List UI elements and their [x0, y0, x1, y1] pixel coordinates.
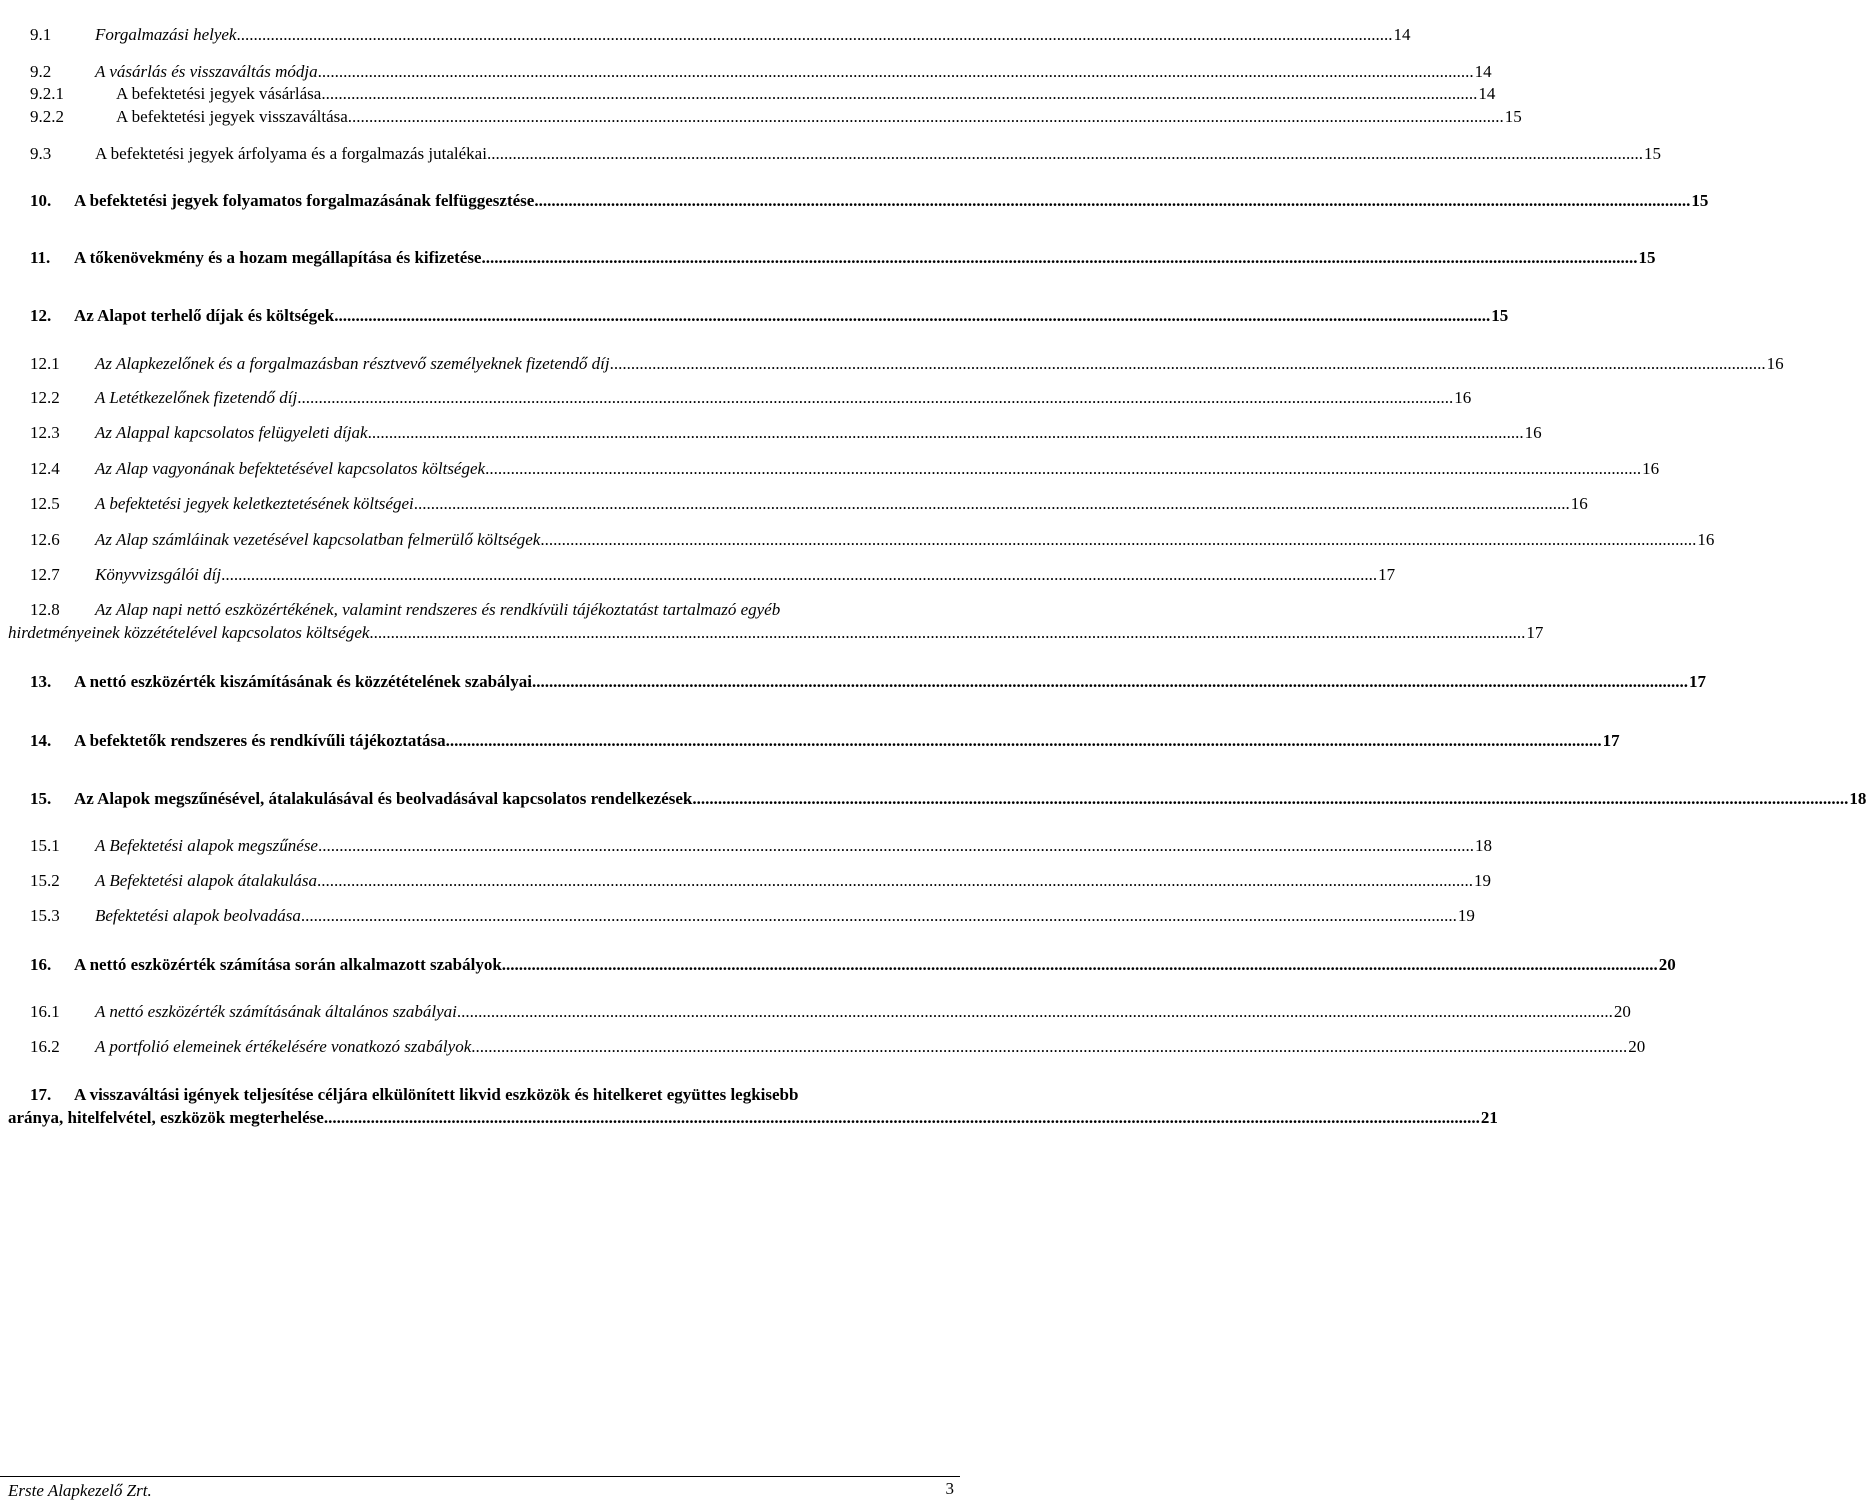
toc-title: A visszaváltási igények teljesítése céljára elkülönített likvid eszközök és hitelkeret együttes legkisebb [74, 1085, 799, 1104]
toc-title: A befektetési jegyek keletkeztetésének költségei [95, 494, 414, 513]
toc-number: 9.1 [30, 25, 52, 44]
toc-page: 17 [1688, 672, 1706, 691]
toc-leader [324, 1108, 1480, 1128]
toc-number: 12.1 [30, 354, 60, 373]
toc-leader [485, 459, 1641, 479]
toc-title: A vásárlás és visszaváltás módja [95, 62, 318, 81]
toc-leader [457, 1002, 1613, 1022]
toc-title: A befektetési jegyek árfolyama és a forgalmazás jutalékai [95, 144, 487, 163]
toc-page: 17 [1602, 731, 1620, 750]
toc-leader [534, 191, 1690, 211]
toc-number: 12.3 [30, 423, 60, 442]
toc-page: 14 [1478, 84, 1496, 103]
toc-page: 15 [1691, 191, 1709, 210]
toc-entry[interactable] [0, 1085, 1498, 1129]
toc-page: 19 [1474, 871, 1492, 890]
toc-title: A nettó eszközérték számítása során alkalmazott szabályok [74, 955, 502, 974]
toc-page: 19 [1457, 906, 1475, 925]
toc-leader [481, 248, 1637, 268]
toc-title: Az Alapot terhelő díjak és költségek [74, 306, 335, 325]
toc-title: Az Alapok megszűnésével, átalakulásával és beolvadásával kapcsolatos rendelkezések [74, 789, 693, 808]
toc-leader [317, 871, 1473, 891]
toc-number: 12. [30, 306, 52, 325]
toc-number: 12.5 [30, 494, 60, 513]
toc-title: Az Alapkezelőnek és a forgalmazásban résztvevő személyeknek fizetendő díj [95, 354, 610, 373]
page-number: 3 [945, 1479, 954, 1498]
toc-leader [446, 731, 1602, 751]
toc-number: 17. [30, 1085, 52, 1104]
toc-title: A nettó eszközérték kiszámításának és közzétételének szabályai [74, 672, 532, 691]
toc-title: Forgalmazási helyek [95, 25, 237, 44]
toc-number: 12.8 [30, 600, 60, 619]
toc-leader [610, 354, 1766, 374]
toc-page: 20 [1628, 1037, 1646, 1056]
toc-title: A Befektetési alapok átalakulása [95, 871, 318, 890]
toc-title: Az Alap számláinak vezetésével kapcsolatban felmerülő költségek [95, 530, 541, 549]
toc-number: 15.2 [30, 871, 60, 890]
toc-number: 15. [30, 789, 52, 808]
footer-company: Erste Alapkezelő Zrt. [8, 1481, 152, 1500]
toc-number: 12.2 [30, 388, 60, 407]
toc-page: 20 [1658, 955, 1676, 974]
toc-title: A befektetési jegyek vásárlása [116, 84, 322, 103]
toc-title: A tőkenövekmény és a hozam megállapítása és kifizetése [74, 248, 482, 267]
toc-title: Az Alap vagyonának befektetésével kapcsolatos költségek [95, 459, 486, 478]
toc-leader [487, 144, 1643, 164]
toc-leader [368, 423, 1524, 443]
toc-number: 16.2 [30, 1037, 60, 1056]
toc-title: A nettó eszközérték számításának általános szabályai [95, 1002, 457, 1021]
toc-title: A Befektetési alapok megszűnése [95, 836, 318, 855]
toc-page: 14 [1474, 62, 1492, 81]
toc-entry[interactable] [0, 600, 1544, 644]
toc-number: 10. [30, 191, 52, 210]
toc-leader [301, 906, 1457, 926]
toc-leader [471, 1037, 1627, 1057]
toc-page: 16 [1524, 423, 1542, 442]
toc-page: 20 [1613, 1002, 1631, 1021]
toc-title: Az Alappal kapcsolatos felügyeleti díjak [95, 423, 368, 442]
toc-leader [318, 62, 1474, 82]
toc-number: 9.2 [30, 62, 52, 81]
page-footer [0, 1476, 960, 1508]
toc-leader [692, 789, 1848, 809]
toc-page: 16 [1570, 494, 1588, 513]
toc-page: 18 [1849, 789, 1866, 808]
toc-number: 9.3 [30, 144, 52, 163]
toc-number: 9.2.2 [30, 107, 64, 126]
toc-number: 12.4 [30, 459, 60, 478]
toc-title: A befektetők rendszeres és rendkívűli tájékoztatása [74, 731, 446, 750]
toc-leader [369, 623, 1525, 643]
toc-page: 14 [1393, 25, 1411, 44]
toc-number: 16.1 [30, 1002, 60, 1021]
toc-title: A befektetési jegyek folyamatos forgalmazásának felfüggesztése [74, 191, 535, 210]
toc-number: 9.2.1 [30, 84, 64, 103]
toc-page: 16 [1697, 530, 1715, 549]
toc-number: 12.6 [30, 530, 60, 549]
toc-number: 15.1 [30, 836, 60, 855]
toc-title-continued: hirdetményeinek közzétételével kapcsolatos költségek [8, 623, 370, 642]
toc-page: 17 [1526, 623, 1544, 642]
toc-leader [334, 306, 1490, 326]
toc-title: Könyvvizsgálói díj [95, 565, 222, 584]
toc-page: 21 [1480, 1108, 1498, 1127]
toc-page: 17 [1378, 565, 1396, 584]
toc-title: A befektetési jegyek visszaváltása [116, 107, 348, 126]
toc-title: Az Alap napi nettó eszközértékének, valamint rendszeres és rendkívüli tájékoztatást tartalmazó egyéb [95, 600, 781, 619]
toc-page: 16 [1454, 388, 1472, 407]
toc-leader [236, 25, 1392, 45]
toc-leader [321, 84, 1477, 104]
toc-leader [532, 672, 1688, 692]
toc-leader [540, 530, 1696, 550]
toc-page: 15 [1491, 306, 1509, 325]
toc-page: 15 [1638, 248, 1656, 267]
toc-leader [414, 494, 1570, 514]
toc-title: Befektetési alapok beolvadása [95, 906, 301, 925]
toc-number: 11. [30, 248, 51, 267]
toc-page: 15 [1643, 144, 1661, 163]
toc-leader [221, 565, 1377, 585]
toc-page: 15 [1504, 107, 1522, 126]
toc-number: 15.3 [30, 906, 60, 925]
toc-leader [297, 388, 1453, 408]
toc-title-continued: aránya, hitelfelvétel, eszközök megterhelése [8, 1108, 324, 1127]
toc-title: A Letétkezelőnek fizetendő díj [95, 388, 298, 407]
toc-leader [348, 107, 1504, 127]
toc-number: 13. [30, 672, 52, 691]
toc-title: A portfolió elemeinek értékelésére vonatkozó szabályok [95, 1037, 472, 1056]
toc-page: 16 [1766, 354, 1784, 373]
toc-page: 18 [1474, 836, 1492, 855]
toc-number: 12.7 [30, 565, 60, 584]
toc-number: 16. [30, 955, 52, 974]
toc-leader [502, 955, 1658, 975]
toc-leader [318, 836, 1474, 856]
toc-page: 16 [1642, 459, 1660, 478]
toc-number: 14. [30, 731, 52, 750]
